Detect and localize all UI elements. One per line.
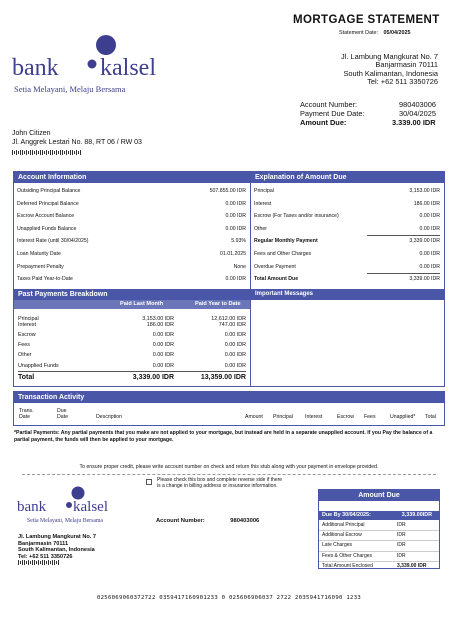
col-paid-ytd: Paid Year to Date	[195, 301, 241, 307]
bank-address	[341, 53, 438, 87]
account-summary	[300, 100, 440, 127]
stub-row: Late Charges IDR	[319, 541, 439, 551]
account-number-label: Account Number:	[300, 100, 358, 109]
bank-address-line4: Tel: +62 511 3350726	[367, 77, 438, 87]
partial-payment-note: *Partial Payments: Any partial payments that you make are not applied to your mortgage, but instead are held in a separate unapplied account. If you Pay the balance of a partial payment, the funds will then be applied to your mortgage.	[14, 430, 433, 443]
stub-postal-barcode	[18, 560, 96, 566]
stub-due-by-row: Due By 30/04/2025: 3,339.00IDR	[319, 511, 439, 520]
stub-total-row: Total Amount Enclosed 3,339.00 IDR	[322, 562, 427, 569]
explanation-row: Other 0.00 IDR	[254, 225, 440, 232]
table-row: Principal 3,153.00 IDR 12,612.00 IDR	[18, 316, 246, 322]
table-row: Interest 186.00 IDR 747.00 IDR	[18, 322, 246, 328]
stub-logo-tagline: Setia Melayani, Melaju Bersama	[27, 518, 103, 524]
table-row: Unapplied Funds 0.00 IDR 0.00 IDR	[18, 363, 246, 369]
table-row: Escrow 0.00 IDR 0.00 IDR	[18, 332, 246, 338]
account-info-row: Interest Rate (until 30/04/2025) 5.93%	[17, 238, 246, 245]
account-info-table	[14, 185, 250, 287]
payment-due-date: 30/04/2025	[399, 109, 436, 118]
past-payments-colheads	[14, 300, 250, 309]
stub-instruction: To ensure proper credit, please write account number on check and return this stub along with your payment in envelope provided.	[79, 464, 379, 470]
past-payments-header: Past Payments Breakdown	[14, 289, 250, 300]
important-messages-header: Important Messages	[251, 289, 444, 300]
explanation-row: Escrow (For Taxes and/or insurance) 0.00 IDR	[254, 213, 440, 220]
account-info-row: Outsiding Principal Balance 507.855.00 IDR	[17, 188, 246, 194]
bank-address-line1: Jl. Lambung Mangkurat No. 7	[341, 52, 438, 61]
explanation-row: Principal 3,153.00 IDR	[254, 188, 440, 194]
customer-block	[12, 129, 142, 154]
account-info-header: Account Information	[14, 172, 250, 183]
logo-word-right: kalsel	[100, 55, 156, 81]
explanation-row: Regular Monthly Payment 3,339.00 IDR	[254, 238, 440, 245]
stub-bank-logo	[17, 485, 127, 527]
logo-tagline: Setia Melayani, Melaju Bersama	[14, 84, 126, 94]
micr-line: 0256069060372722 0359417160901233 0 025606906037 2722 2035941716090 1233	[96, 595, 362, 601]
account-info-row: Taxes Paid Year-to-Date 0.00 IDR	[17, 276, 246, 283]
statement-title: MORTGAGE STATEMENT	[293, 14, 440, 26]
address-change-text: Please check this box and complete reverse side if there is a change in billing address or insurance information.	[157, 477, 283, 489]
statement-date: 05/04/2025	[383, 30, 411, 36]
explanation-table	[251, 185, 444, 287]
stub-amount-due-box	[318, 489, 440, 569]
account-info-row: Deferred Principal Balance 0.00 IDR	[17, 200, 246, 207]
transaction-colheads: Trans. Date Due Date Description Amount Principal Interest Escrow Fees Unapplied* Total	[19, 408, 436, 420]
account-number: 980403006	[399, 100, 436, 109]
account-info-row: Loan Maturity Date 01.01.2025	[17, 251, 246, 257]
explanation-row: Fees and Other Charges 0.00 IDR	[254, 251, 440, 257]
explanation-header: Explanation of Amount Due	[251, 172, 444, 183]
stub-account: Account Number: 980403006	[156, 518, 260, 524]
logo-word-left: bank	[12, 55, 59, 81]
bank-address-line3: South Kalimantan, Indonesia	[343, 68, 438, 78]
stub-row: Additional Principal IDR	[319, 521, 439, 531]
explanation-row: Interest 186.00 IDR	[254, 200, 440, 207]
customer-address: Jl. Anggrek Lestari No. 88, RT 06 / RW 03	[12, 139, 142, 146]
explanation-row: Total Amount Due 3,339.00 IDR	[254, 276, 440, 283]
stub-logo-word-left: bank	[17, 499, 47, 515]
address-change-checkbox[interactable]	[146, 479, 152, 485]
postal-barcode	[12, 148, 142, 154]
past-payments-total-row: Total 3,339.00 IDR 13,359.00 IDR	[18, 374, 246, 381]
payment-due-date-label: Payment Due Date:	[300, 109, 365, 118]
customer-name: John Citizen	[12, 130, 51, 137]
account-info-row: Escrow Account Balance 0.00 IDR	[17, 213, 246, 220]
amount-due: 3.339.00 IDR	[392, 118, 436, 127]
transaction-activity	[13, 391, 445, 426]
stub-row: Additional Escrow IDR	[319, 531, 439, 541]
statement-date-label: Statement Date:	[339, 30, 378, 36]
stub-amount-due-header: Amount Due	[319, 490, 439, 501]
account-info-row: Prepayment Penalty None	[17, 263, 246, 270]
account-info-row: Unapplied Funds Balance 0.00 IDR	[17, 225, 246, 232]
bank-address-line2: Banjarmasin 70111	[375, 60, 438, 70]
stub-bank-address: Jl. Lambung Mangkurat No. 7 Banjarmasin 70111 South Kalimantan, Indonesia Tel: +62 511 3350726	[18, 534, 96, 566]
explanation-row: Overdue Payment 0.00 IDR	[254, 263, 440, 270]
bank-logo	[12, 33, 187, 95]
stub-row: Fees & Other Charges IDR	[319, 552, 439, 562]
statement-grid	[13, 171, 445, 387]
table-row: Other 0.00 IDR 0.00 IDR	[18, 352, 246, 358]
stub-amount-rows	[319, 521, 439, 571]
transaction-header: Transaction Activity	[14, 392, 444, 403]
statement-date-row	[339, 30, 410, 36]
stub-logo-word-right: kalsel	[73, 499, 108, 515]
table-row: Fees 0.00 IDR 0.00 IDR	[18, 342, 246, 348]
amount-due-label: Amount Due:	[300, 118, 347, 127]
col-paid-last-month: Paid Last Month	[120, 301, 164, 307]
